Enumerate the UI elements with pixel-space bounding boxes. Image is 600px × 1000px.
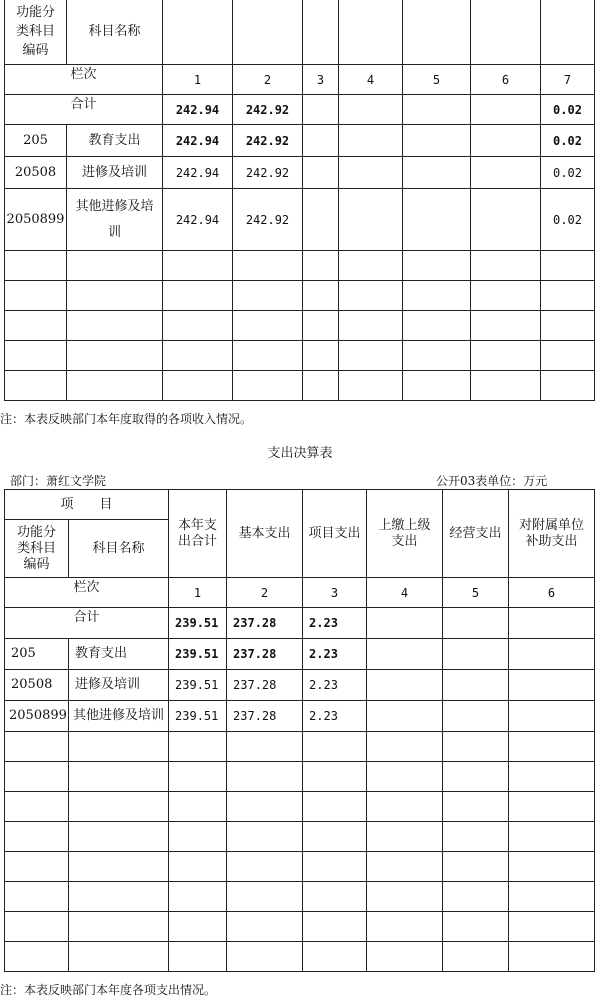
table-row [5,852,595,882]
header-upper: 上缴上级支出 [367,490,443,578]
column-number: 5 [443,578,509,608]
cell-value: 0.02 [541,189,595,251]
cell-value: 239.51 [169,608,227,639]
cell-empty [403,189,471,251]
column-number: 7 [541,65,595,95]
cell-value: 242.94 [163,157,233,189]
row-code: 205 [5,125,67,157]
header-project: 项目支出 [303,490,367,578]
cell-value: 242.92 [233,125,303,157]
column-number: 6 [471,65,541,95]
header-blank [303,0,339,65]
header-item: 项 目 [5,490,169,520]
income-table [4,0,595,401]
cell-empty [403,125,471,157]
cell-value: 242.94 [163,125,233,157]
table-row [5,639,595,670]
header-blank [403,0,471,65]
header-subject-name: 科目名称 [67,0,163,65]
cell-empty [403,157,471,189]
cell-empty [403,95,471,125]
row-code: 2050899 [5,701,69,732]
table-row [5,701,595,732]
cell-value: 0.02 [541,157,595,189]
cell-value: 237.28 [227,701,303,732]
cell-empty [367,701,443,732]
income-note: 注：本表反映部门本年度取得的各项收入情况。 [0,412,253,426]
header-func-code: 功能分类科目编码 [5,0,67,65]
header-subsidy: 对附属单位补助支出 [509,490,595,578]
table-row [5,281,595,311]
cell-empty [443,670,509,701]
table-row [5,882,595,912]
header-blank [163,0,233,65]
column-label: 栏次 [5,578,169,608]
cell-empty [367,608,443,639]
cell-empty [303,189,339,251]
header-blank [471,0,541,65]
cell-value: 2.23 [303,670,367,701]
cell-value: 237.28 [227,639,303,670]
table-row [5,189,595,251]
row-code: 2050899 [5,189,67,251]
column-number: 4 [367,578,443,608]
column-number: 3 [303,65,339,95]
cell-empty [339,189,403,251]
column-number: 5 [403,65,471,95]
cell-empty [471,125,541,157]
cell-empty [509,670,595,701]
cell-value: 242.92 [233,189,303,251]
row-name: 进修及培训 [67,157,163,189]
cell-empty [339,125,403,157]
header-blank [541,0,595,65]
header-total: 本年支出合计 [169,490,227,578]
cell-empty [443,608,509,639]
table-row [5,792,595,822]
table-row [5,762,595,792]
table-row [5,341,595,371]
row-total-label: 合计 [5,608,169,639]
row-name: 教育支出 [69,639,169,670]
table-row [5,311,595,341]
cell-value: 2.23 [303,701,367,732]
row-name: 其他进修及培训 [67,189,163,251]
column-number: 1 [169,578,227,608]
expense-note: 注：本表反映部门本年度各项支出情况。 [0,983,217,997]
cell-empty [339,95,403,125]
row-code: 20508 [5,157,67,189]
header-subject-name: 科目名称 [69,520,169,578]
table-row [5,608,595,639]
column-number: 6 [509,578,595,608]
cell-empty [443,701,509,732]
table-row [5,732,595,762]
column-number: 1 [163,65,233,95]
cell-value: 239.51 [169,670,227,701]
cell-value: 2.23 [303,639,367,670]
column-number: 2 [233,65,303,95]
cell-empty [471,157,541,189]
header-operating: 经营支出 [443,490,509,578]
row-name: 进修及培训 [69,670,169,701]
row-code: 20508 [5,670,69,701]
cell-empty [339,157,403,189]
table-row [5,371,595,401]
cell-value: 242.92 [233,157,303,189]
column-number: 4 [339,65,403,95]
cell-value: 242.94 [163,95,233,125]
cell-empty [303,95,339,125]
column-label: 栏次 [5,65,163,95]
form-info: 公开03表单位：万元 [436,474,548,488]
expense-table-title: 支出决算表 [267,446,333,461]
cell-empty [303,157,339,189]
cell-empty [367,670,443,701]
table-row [5,822,595,852]
cell-empty [303,125,339,157]
cell-value: 242.92 [233,95,303,125]
cell-empty [509,701,595,732]
table-row [5,942,595,972]
header-basic: 基本支出 [227,490,303,578]
table-row [5,157,595,189]
cell-value: 0.02 [541,95,595,125]
cell-empty [367,639,443,670]
table-row [5,912,595,942]
column-number: 3 [303,578,367,608]
table-row [5,251,595,281]
cell-value: 237.28 [227,608,303,639]
cell-value: 0.02 [541,125,595,157]
header-func-code: 功能分类科目编码 [5,520,69,578]
cell-value: 2.23 [303,608,367,639]
cell-value: 237.28 [227,670,303,701]
row-code: 205 [5,639,69,670]
row-name: 教育支出 [67,125,163,157]
cell-empty [509,639,595,670]
header-blank [339,0,403,65]
cell-empty [509,608,595,639]
table-row [5,95,595,125]
table-row [5,670,595,701]
expense-table [4,489,595,972]
cell-empty [471,189,541,251]
cell-value: 242.94 [163,189,233,251]
cell-empty [443,639,509,670]
cell-empty [471,95,541,125]
cell-value: 239.51 [169,701,227,732]
table-row [5,125,595,157]
row-total-label: 合计 [5,95,163,125]
department-label: 部门：萧红文学院 [10,474,107,488]
cell-value: 239.51 [169,639,227,670]
row-name: 其他进修及培训 [69,701,169,732]
column-number: 2 [227,578,303,608]
header-blank [233,0,303,65]
